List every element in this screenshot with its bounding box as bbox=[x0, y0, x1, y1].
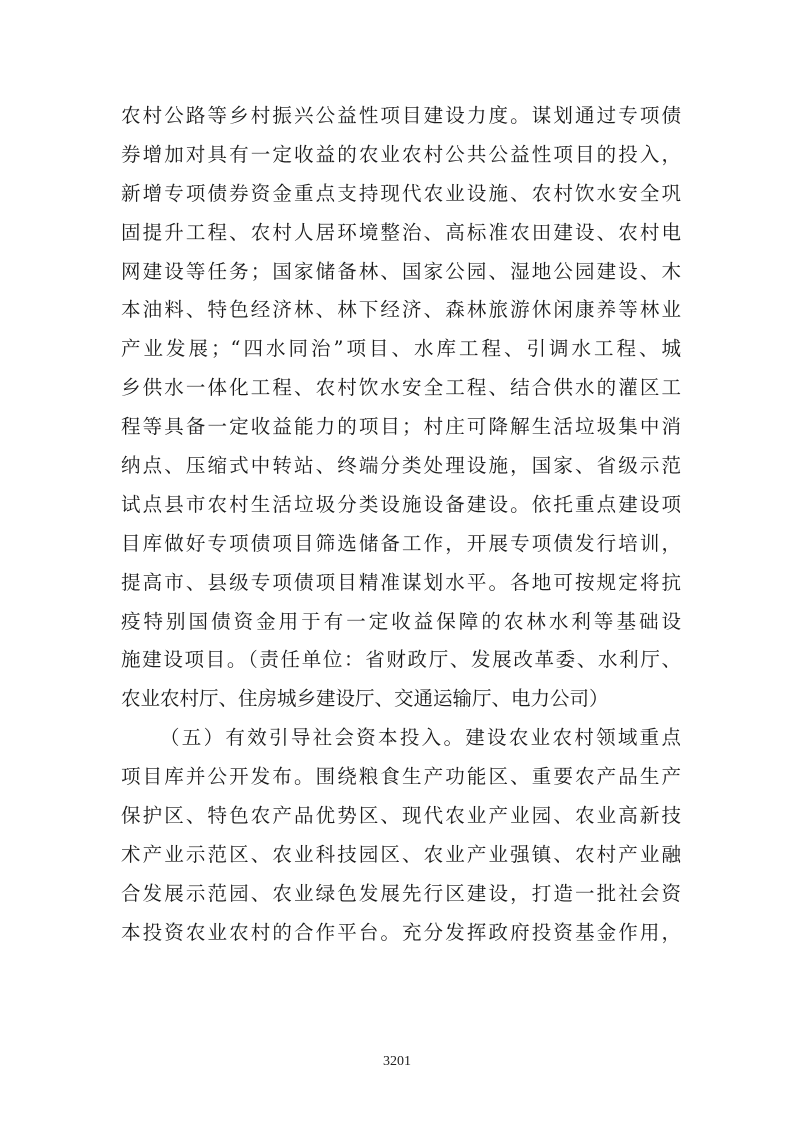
text-line: 本投资农业农村的合作平台。充分发挥政府投资基金作用， bbox=[121, 920, 681, 944]
text-line: 保护区、特色农产品优势区、现代农业产业园、农业高新技 bbox=[121, 804, 681, 828]
text-line: 施建设项目。（责任单位：省财政厅、发展改革委、水利厅、 bbox=[121, 648, 681, 672]
text-line: 本油料、特色经济林、林下经济、森林旅游休闲康养等林业 bbox=[121, 298, 681, 322]
text-line: 纳点、压缩式中转站、终端分类处理设施，国家、省级示范 bbox=[121, 454, 681, 478]
text-line: 术产业示范区、农业科技园区、农业产业强镇、农村产业融 bbox=[121, 842, 681, 866]
body-text bbox=[121, 97, 681, 953]
text-line: 乡供水一体化工程、农村饮水安全工程、结合供水的灌区工 bbox=[121, 376, 681, 400]
text-line: 网建设等任务；国家储备林、国家公园、湿地公园建设、木 bbox=[121, 259, 681, 283]
text-line: 合发展示范园、农业绿色发展先行区建设，打造一批社会资 bbox=[121, 881, 681, 905]
page-number: 3201 bbox=[383, 1054, 411, 1069]
text-line: 目库做好专项债项目筛选储备工作，开展专项债发行培训， bbox=[121, 531, 681, 555]
text-line: 农业农村厅、住房城乡建设厅、交通运输厅、电力公司） bbox=[121, 687, 609, 711]
text-line: 提高市、县级专项债项目精准谋划水平。各地可按规定将抗 bbox=[121, 570, 681, 594]
text-line: （五）有效引导社会资本投入。建设农业农村领域重点 bbox=[160, 726, 681, 750]
text-line: 疫特别国债资金用于有一定收益保障的农林水利等基础设 bbox=[121, 609, 681, 633]
text-line: 程等具备一定收益能力的项目；村庄可降解生活垃圾集中消 bbox=[121, 415, 681, 439]
text-line: 试点县市农村生活垃圾分类设施设备建设。依托重点建设项 bbox=[121, 492, 681, 516]
text-line: 项目库并公开发布。围绕粮食生产功能区、重要农产品生产 bbox=[121, 765, 681, 789]
text-line: 固提升工程、农村人居环境整治、高标准农田建设、农村电 bbox=[121, 220, 681, 244]
text-line: 农村公路等乡村振兴公益性项目建设力度。谋划通过专项债 bbox=[121, 104, 681, 127]
text-line: 新增专项债券资金重点支持现代农业设施、农村饮水安全巩 bbox=[121, 181, 681, 205]
text-line: 券增加对具有一定收益的农业农村公共公益性项目的投入， bbox=[121, 142, 681, 166]
text-line: 产业发展；“四水同治”项目、水库工程、引调水工程、城 bbox=[121, 337, 681, 361]
